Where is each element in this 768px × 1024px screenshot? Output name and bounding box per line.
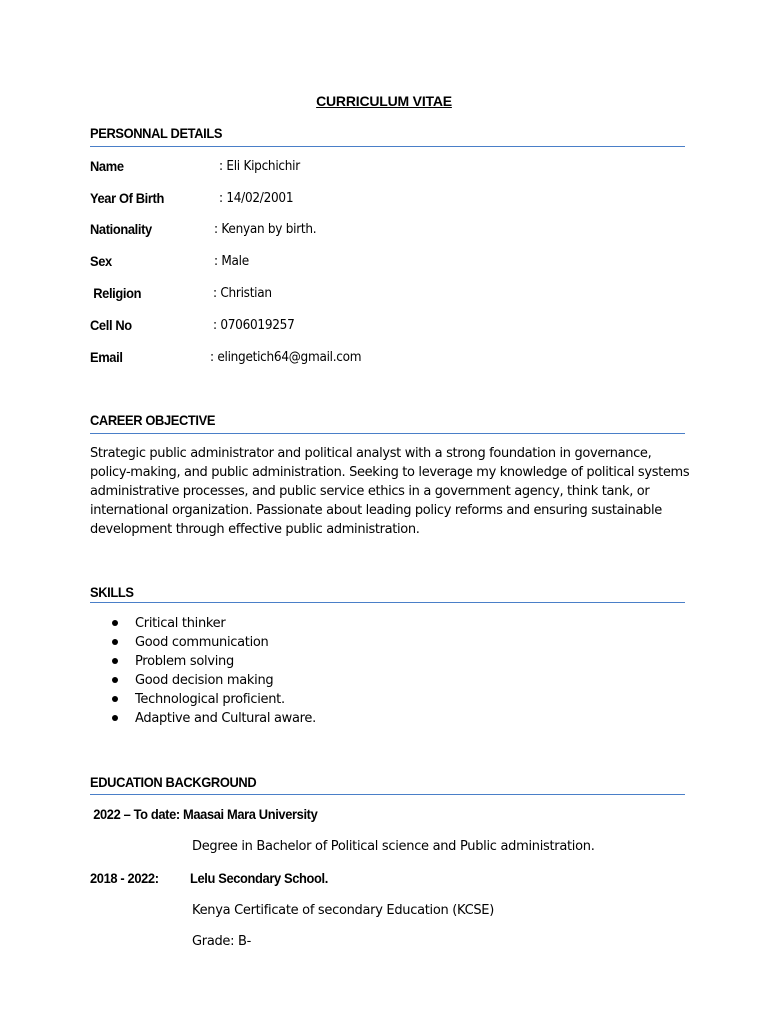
career-objective-heading: CAREER OBJECTIVE: [90, 412, 216, 428]
skills-rule: [90, 602, 685, 603]
bullet-icon: [112, 620, 118, 626]
skill-item: Problem solving: [112, 654, 316, 673]
secondary-grade: Grade: B-: [192, 934, 252, 949]
secondary-period: 2018 - 2022:: [90, 870, 159, 886]
email-label: Email: [90, 349, 123, 365]
education-heading: EDUCATION BACKGROUND: [90, 774, 257, 790]
personal-details-heading: PERSONNAL DETAILS: [90, 125, 223, 141]
birth-year-label: Year Of Birth: [90, 190, 164, 206]
name-label: Name: [90, 158, 124, 174]
career-objective-text: Strategic public administrator and political analyst with a strong foundation in governance, policy-making, and public administration. Seeking to leverage my knowledge of political systems administrative processes, and public service ethics in a government agency, think tank, or international organization. Passionate about leading policy reforms and ensuring sustainable development through effective public administration.: [90, 446, 690, 537]
cell-label: Cell No: [90, 317, 132, 333]
bullet-icon: [112, 696, 118, 702]
cell-value: : 0706019257: [213, 318, 295, 333]
nationality-label: Nationality: [90, 221, 152, 237]
education-entry-university: 2022 – To date: Maasai Mara University: [90, 806, 318, 822]
secondary-school-name: Lelu Secondary School.: [190, 870, 328, 886]
skills-heading: SKILLS: [90, 584, 134, 600]
email-value: : elingetich64@gmail.com: [210, 350, 362, 365]
skills-list: [112, 616, 316, 730]
religion-value: : Christian: [213, 286, 272, 301]
career-objective-rule: [90, 433, 685, 434]
document-title: CURRICULUM VITAE: [316, 93, 452, 109]
skill-item: Critical thinker: [112, 616, 316, 635]
religion-label: Religion: [90, 285, 142, 301]
personal-details-rule: [90, 146, 685, 147]
secondary-certificate: Kenya Certificate of secondary Education (KCSE): [192, 903, 494, 918]
sex-label: Sex: [90, 253, 112, 269]
university-degree: Degree in Bachelor of Political science and Public administration.: [192, 839, 595, 854]
bullet-icon: [112, 677, 118, 683]
skill-item: Good decision making: [112, 673, 316, 692]
sex-value: : Male: [214, 254, 249, 269]
name-value: : Eli Kipchichir: [219, 159, 300, 174]
bullet-icon: [112, 658, 118, 664]
skill-item: Technological proficient.: [112, 692, 316, 711]
bullet-icon: [112, 639, 118, 645]
skill-item: Adaptive and Cultural aware.: [112, 711, 316, 730]
bullet-icon: [112, 715, 118, 721]
education-rule: [90, 794, 685, 795]
birth-year-value: : 14/02/2001: [219, 191, 294, 206]
skill-item: Good communication: [112, 635, 316, 654]
nationality-value: : Kenyan by birth.: [214, 222, 317, 237]
